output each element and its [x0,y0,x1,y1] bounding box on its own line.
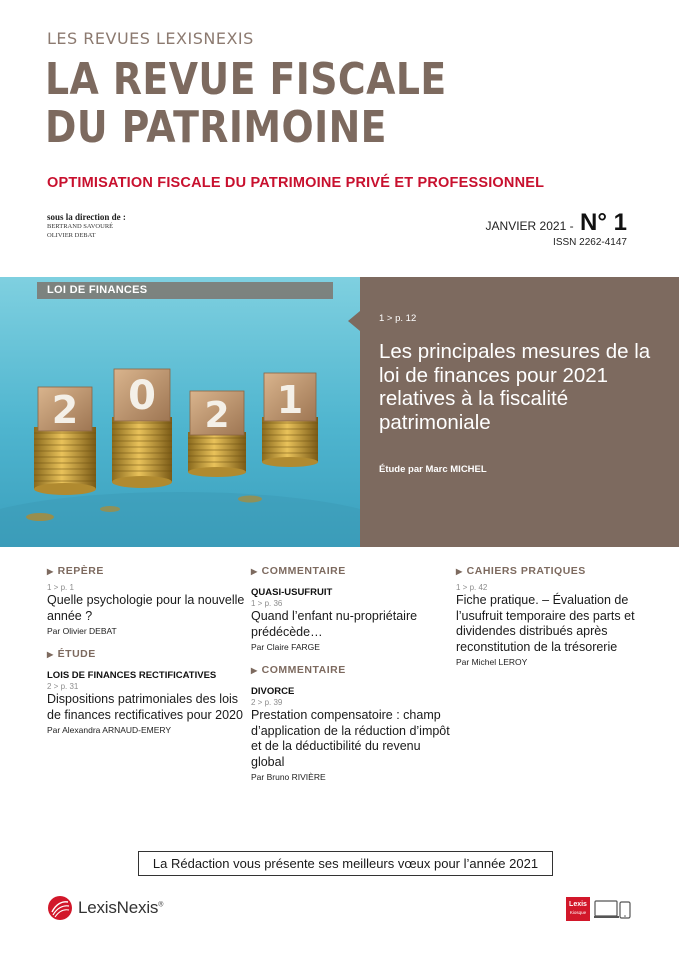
article-kicker: QUASI-USUFRUIT [251,587,333,598]
article-entry[interactable] [251,587,451,652]
wood-block [264,373,316,422]
article-author: Par Alexandra ARNAUD-EMERY [47,725,172,735]
article-author: Par Claire FARGE [251,642,320,652]
cover-story-panel [360,277,679,547]
contents-section [47,648,247,735]
page-reference: 1 > p. 42 [456,583,488,592]
series-name: LES REVUES LEXISNEXIS [47,29,254,48]
triangle-icon: ▶ [47,650,54,659]
director-name: OLIVIER DEBAT [47,232,96,239]
article-entry[interactable] [456,583,656,667]
article-kicker: DIVORCE [251,686,295,697]
section-heading: ▶ COMMENTAIRE [251,664,346,676]
panel-pointer [348,311,360,331]
page-reference: 1 > p. 1 [47,583,74,592]
coins-2021-illustration [0,277,360,547]
issue-number: N° 1 [580,209,627,236]
triangle-icon: ▶ [251,666,258,675]
journal-title [45,56,447,152]
image-digit: 2 [51,388,79,432]
triangle-icon: ▶ [456,567,463,576]
coin-stack [262,417,318,467]
section-heading: ▶ ÉTUDE [47,648,96,660]
title-line-1: LA REVUE FISCALE [45,54,447,105]
contents-section [456,565,656,667]
wood-block [38,387,92,432]
page-reference: 2 > p. 31 [47,682,79,691]
contents-column [251,565,451,782]
page-reference: 1 > p. 36 [251,599,283,608]
contents-column [456,565,656,667]
article-entry[interactable] [47,583,247,636]
direction-label: sous la direction de : [47,212,126,222]
contents-section [47,565,247,636]
section-heading: ▶ REPÈRE [47,565,104,577]
article-title[interactable]: Prestation compensatoire : champ d’application de la réduction d’impôt et de la déductibilité du revenu global [251,708,450,769]
season-greetings: La Rédaction vous présente ses meilleurs vœux pour l’année 2021 [138,851,553,876]
image-digit: 0 [128,373,156,419]
editorial-direction [47,212,126,240]
title-line-2: DU PATRIMOINE [45,102,387,153]
contents-section [251,565,451,652]
contents-column [47,565,247,735]
article-title[interactable]: Quand l’enfant nu-propriétaire prédécède… [251,609,418,639]
article-author: Par Michel LEROY [456,657,528,667]
page-reference: 2 > p. 39 [251,698,283,707]
image-digit: 1 [276,378,304,422]
triangle-icon: ▶ [47,567,54,576]
section-heading: ▶ CAHIERS PRATIQUES [456,565,586,577]
issue-info [486,209,627,248]
wood-block [190,391,244,436]
kiosk-logo: Lexis Kiosque [566,897,590,921]
coin-stack [34,427,96,495]
issue-date: JANVIER 2021 - [485,219,574,233]
lexis-kiosque-badge[interactable] [566,897,634,921]
article-title[interactable]: Dispositions patrimoniales des lois de finances rectificatives pour 2020 [47,692,243,722]
cover-story[interactable] [0,277,679,547]
article-author: Par Olivier DEBAT [47,626,117,636]
article-entry[interactable] [251,686,451,782]
section-heading: ▶ COMMENTAIRE [251,565,346,577]
image-digit: 2 [204,395,230,436]
issn: ISSN 2262-4147 [553,237,627,248]
cover-byline: Étude par Marc MICHEL [379,464,487,475]
journal-subtitle: OPTIMISATION FISCALE DU PATRIMOINE PRIVÉ ET PROFESSIONNEL [47,175,545,191]
coin-stack [112,417,172,488]
cover-image [0,277,360,547]
article-author: Par Bruno RIVIÈRE [251,772,326,782]
section-tag: LOI DE FINANCES [37,282,333,299]
triangle-icon: ▶ [251,567,258,576]
contents-section [251,664,451,782]
wood-block [114,369,170,421]
article-entry[interactable] [47,670,247,735]
page-reference: 1 > p. 12 [379,313,417,324]
lexisnexis-emblem-icon [47,895,73,921]
director-name: BERTRAND SAVOURÉ [47,223,114,230]
article-kicker: LOIS DE FINANCES RECTIFICATIVES [47,670,217,681]
coin-stack [188,432,246,477]
cover-headline[interactable]: Les principales mesures de la loi de finances pour 2021 relatives à la fiscalité patrimoniale [379,340,651,434]
article-title[interactable]: Quelle psychologie pour la nouvelle année ? [47,593,245,623]
brand-name: LexisNexis® [78,898,164,917]
publisher-logo[interactable] [47,895,163,921]
article-title[interactable]: Fiche pratique. – Évaluation de l’usufruit temporaire des parts et dividendes distribués après reconstitution de la trésorerie [456,593,635,654]
devices-icon [594,899,634,921]
